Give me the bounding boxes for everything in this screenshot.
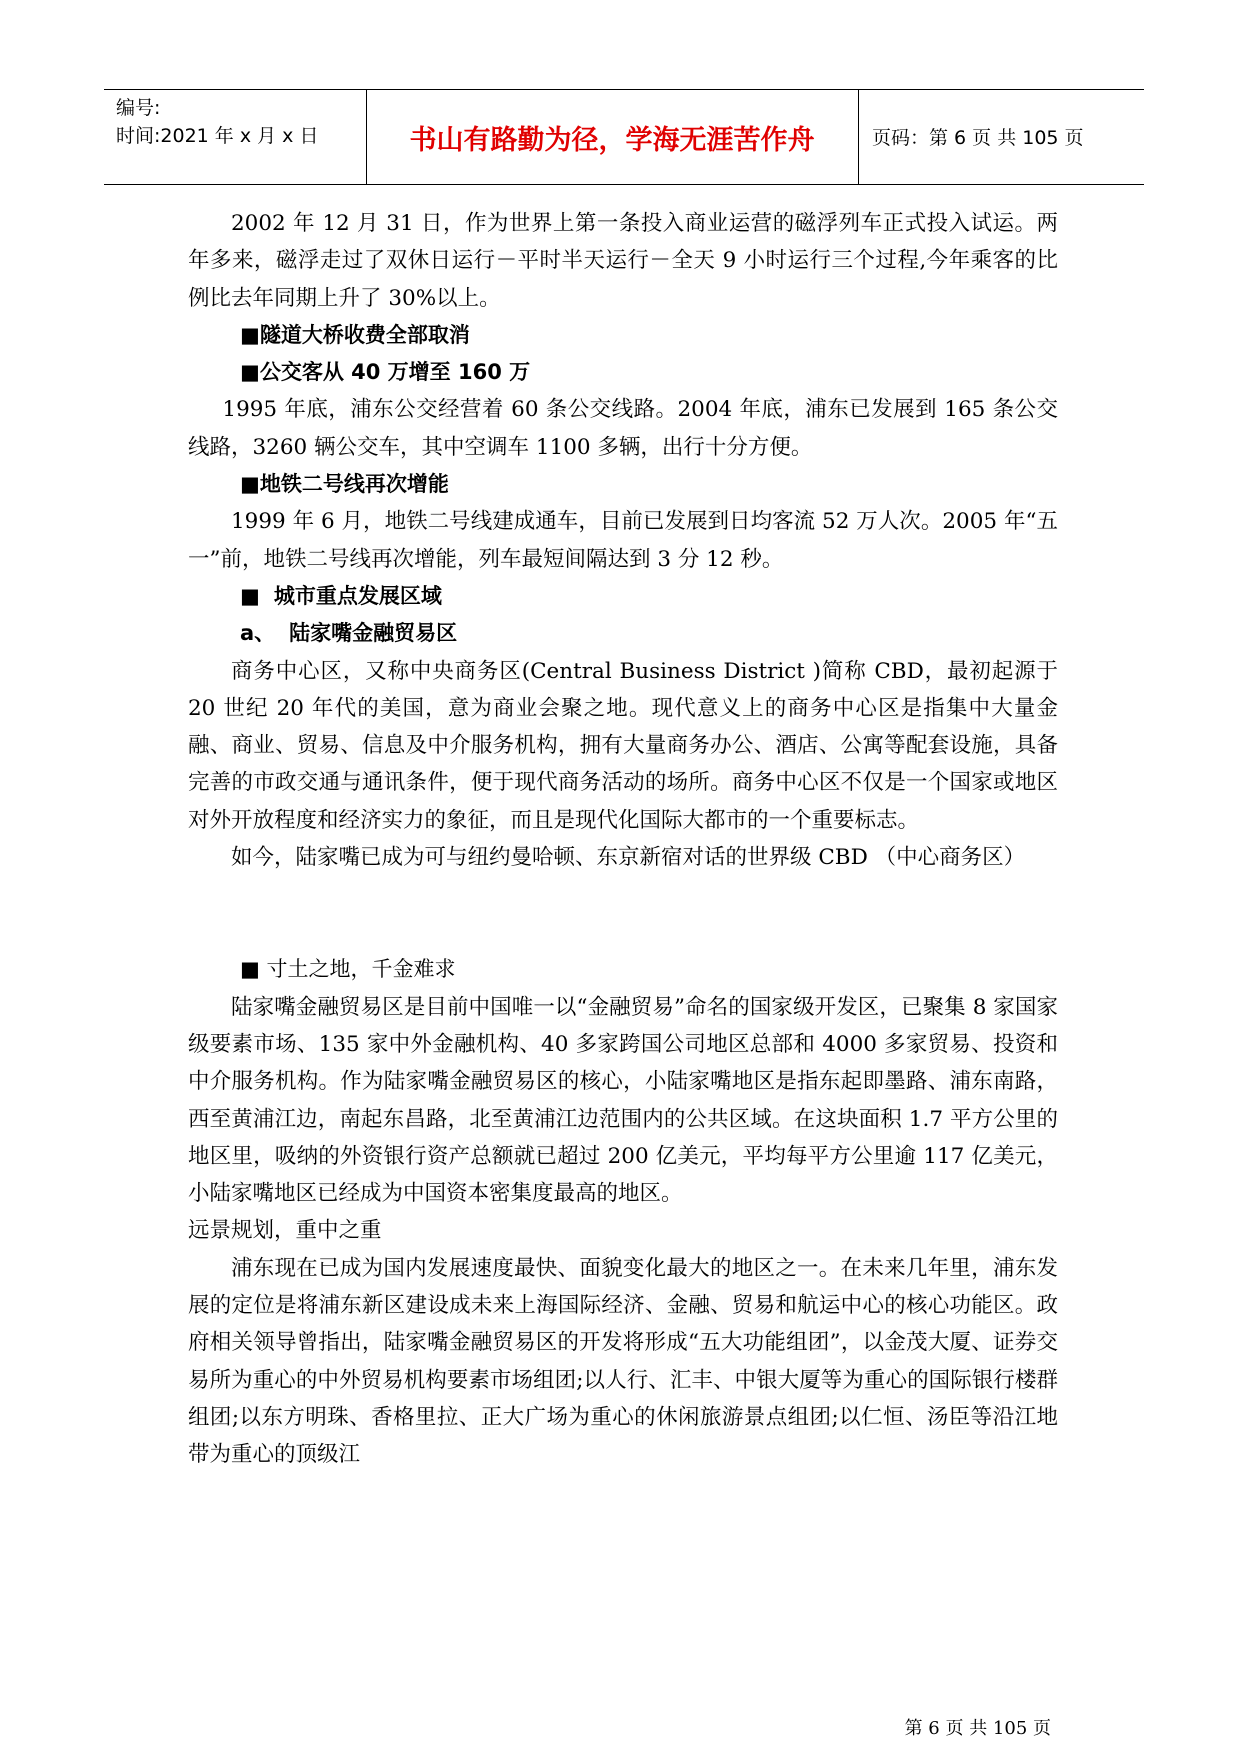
heading-key-areas (188, 578, 1058, 615)
paragraph-lujiazui-cbd: 如今，陆家嘴已成为可与纽约曼哈顿、东京新宿对话的世界级 CBD （中心商务区） (231, 845, 1026, 871)
page-footer: 第 6 页 共 105 页 (904, 1718, 1051, 1739)
header-page-info: 页码：第 6 页 共 105 页 (872, 127, 1084, 149)
heading-metro-line2: ■地铁二号线再次增能 (240, 472, 449, 497)
heading-lujiazui (188, 615, 1058, 652)
heading-bullet: ■ (240, 583, 260, 608)
paragraph-cbd: 商务中心区，又称中央商务区(Central Business District )简称 CBD，最初起源于 20 世纪 20 年代的美国，意为商业会聚之地。现代意义上的商务中心区是指集中大量金融、商业、贸易、信息及中介服务机构，拥有大量商务办公、酒店、公寓等配套设施，具备完善的市政交通与通讯条件，便于现代商务活动的场所。商务中心区不仅是一个国家或地区对外开放程度和经济实力的象征，而且是现代化国际大都市的一个重要标志。 (188, 658, 1058, 833)
heading-planning: 远景规划，重中之重 (188, 1218, 382, 1244)
header-left-cell (116, 94, 318, 150)
blank-space (188, 876, 1058, 951)
heading-lujiazui-text: 陆家嘴金融贸易区 (289, 621, 458, 646)
heading-land-value: ■ 寸土之地，千金难求 (240, 957, 456, 982)
time-label: 时间:2021 年 x 月 x 日 (116, 125, 319, 147)
heading-tunnel-toll: ■隧道大桥收费全部取消 (240, 322, 470, 347)
heading-index: a、 (240, 621, 276, 646)
heading-key-areas-text: 城市重点发展区域 (273, 583, 442, 608)
page-header (104, 89, 1144, 185)
header-divider (858, 90, 859, 184)
serial-label: 编号: (116, 97, 161, 119)
heading-bus-passengers: ■公交客从 40 万增至 160 万 (240, 360, 531, 385)
paragraph-maglev: 2002 年 12 月 31 日，作为世界上第一条投入商业运营的磁浮列车正式投入试运。两年多来，磁浮走过了双休日运行－平时半天运行－全天 9 小时运行三个过程,今年乘客的比例比去年同期上升了 30%以上。 (188, 211, 1058, 311)
document-body (188, 205, 1058, 1474)
paragraph-bus: 1995 年底，浦东公交经营着 60 条公交线路。2004 年底，浦东已发展到 165 条公交线路，3260 辆公交车，其中空调车 1100 多辆，出行十分方便。 (188, 397, 1058, 460)
paragraph-planning: 浦东现在已成为国内发展速度最快、面貌变化最大的地区之一。在未来几年里，浦东发展的定位是将浦东新区建设成未来上海国际经济、金融、贸易和航运中心的核心功能区。政府相关领导曾指出，陆家嘴金融贸易区的开发将形成“五大功能组团”，以金茂大厦、证券交易所为重心的中外贸易机构要素市场组团;以人行、汇丰、中银大厦等为重心的国际银行楼群组团;以东方明珠、香格里拉、正大广场为重心的休闲旅游景点组团;以仁恒、汤臣等沿江地带为重心的顶级江 (188, 1255, 1058, 1468)
paragraph-finance-zone: 陆家嘴金融贸易区是目前中国唯一以“金融贸易”命名的国家级开发区，已聚集 8 家国家级要素市场、135 家中外金融机构、40 多家跨国公司地区总部和 4000 多家贸易、投资和中介服务机构。作为陆家嘴金融贸易区的核心，小陆家嘴地区是指东起即墨路、浦东南路，西至黄浦江边，南起东昌路，北至黄浦江边范围内的公共区域。在这块面积 1.7 平方公里的地区里，吸纳的外资银行资产总额就已超过 200 亿美元，平均每平方公里逾 117 亿美元，小陆家嘴地区已经成为中国资本密集度最高的地区。 (188, 994, 1058, 1207)
header-motto: 书山有路勤为径，学海无涯苦作舟 (409, 125, 815, 156)
paragraph-metro: 1999 年 6 月，地铁二号线建成通车，目前已发展到日均客流 52 万人次。2005 年“五一”前，地铁二号线再次增能，列车最短间隔达到 3 分 12 秒。 (188, 509, 1058, 572)
